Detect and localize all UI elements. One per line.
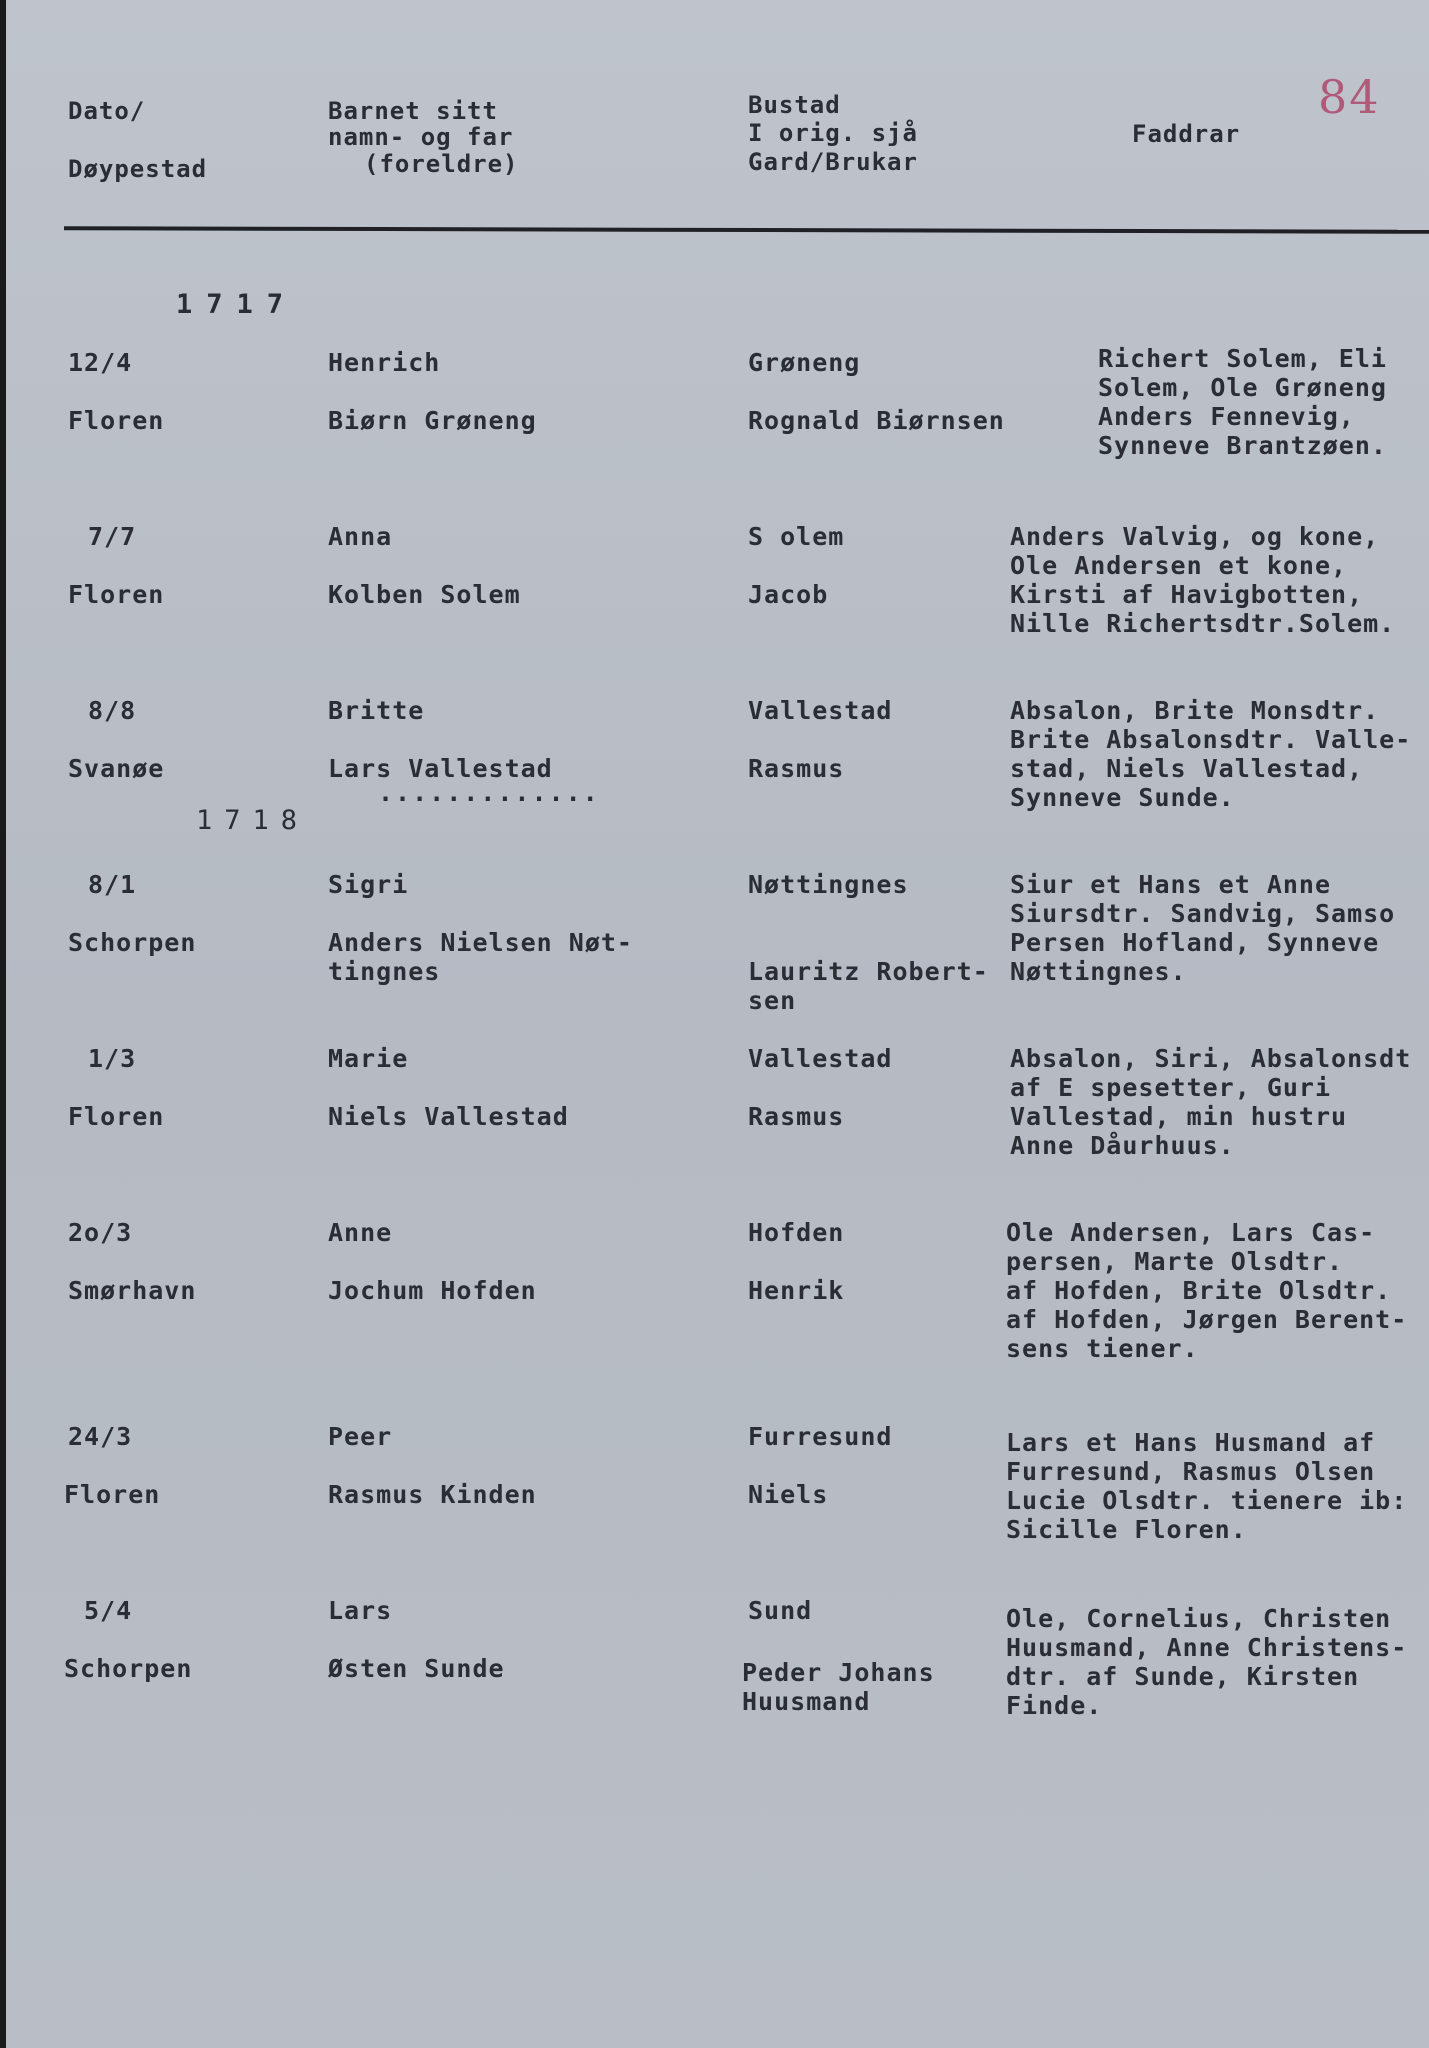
entry-holder: Peder Johans (742, 1658, 935, 1687)
entry-holder: Niels (748, 1480, 829, 1509)
entry-father: Jochum Hofden (328, 1276, 537, 1305)
header-residence: Bustad (748, 91, 841, 119)
entry-sponsor-line: Finde. (1006, 1691, 1103, 1720)
entry-holder: Rognald Biørnsen (748, 406, 1005, 435)
entry-sponsor-line: Synneve Brantzøen. (1098, 431, 1387, 460)
entry-place: Floren (68, 1102, 165, 1131)
entry-date: 7/7 (88, 522, 137, 551)
year-1718: 1718 (196, 805, 310, 836)
entry-sponsor-line: af Hofden, Brite Olsdtr. (1006, 1276, 1392, 1305)
entry-holder: Henrik (748, 1276, 845, 1305)
entry-sponsor-line: stad, Niels Vallestad, (1010, 754, 1364, 783)
entry-place: Smørhavn (68, 1276, 197, 1305)
entry-holder-cont: sen (748, 986, 797, 1015)
entry-date: 1/3 (88, 1044, 137, 1073)
entry-holder-cont: Huusmand (742, 1687, 871, 1716)
entry-sponsor-line: dtr. af Sunde, Kirsten (1006, 1662, 1360, 1691)
header-baptism-place: Døypestad (68, 155, 208, 183)
entry-father: Biørn Grøneng (328, 406, 537, 435)
entry-sponsor-line: af E spesetter, Guri (1010, 1073, 1332, 1102)
entry-sponsor-line: sens tiener. (1006, 1334, 1199, 1363)
entry-place: Floren (68, 580, 165, 609)
entry-sponsor-line: Huusmand, Anne Christens- (1006, 1633, 1408, 1662)
entry-father: Niels Vallestad (328, 1102, 569, 1131)
entry-farm: Vallestad (748, 1044, 893, 1073)
entry-holder: Rasmus (748, 754, 845, 783)
entry-farm: Furresund (748, 1422, 893, 1451)
entry-sponsor-line: Lars et Hans Husmand af (1006, 1428, 1376, 1457)
entry-holder: Lauritz Robert- (748, 957, 989, 986)
dotted-separator: ............. (378, 778, 600, 807)
entry-father: Rasmus Kinden (328, 1480, 537, 1509)
entry-sponsor-line: Ole, Cornelius, Christen (1006, 1604, 1392, 1633)
entry-farm: Hofden (748, 1218, 845, 1247)
entry-sponsor-line: Lucie Olsdtr. tienere ib: (1006, 1486, 1408, 1515)
header-father-name: namn- og far (328, 123, 514, 151)
entry-farm: Grøneng (748, 348, 861, 377)
entry-holder: Jacob (748, 580, 829, 609)
entry-sponsor-line: Absalon, Siri, Absalonsdt (1010, 1044, 1412, 1073)
entry-holder: Rasmus (748, 1102, 845, 1131)
entry-sponsor-line: Brite Absalonsdtr. Valle- (1010, 725, 1412, 754)
entry-father: Østen Sunde (328, 1654, 505, 1683)
entry-date: 8/1 (88, 870, 137, 899)
header-child-name: Barnet sitt (328, 97, 498, 125)
entry-child: Marie (328, 1044, 409, 1073)
entry-sponsor-line: Ole Andersen, Lars Cas- (1006, 1218, 1376, 1247)
entry-farm: Nøttingnes (748, 870, 909, 899)
entry-date: 5/4 (84, 1596, 133, 1625)
entry-father: Lars Vallestad (328, 754, 553, 783)
header-divider (64, 226, 1429, 234)
entry-sponsor-line: Siursdtr. Sandvig, Samso (1010, 899, 1396, 928)
entry-date: 8/8 (88, 696, 137, 725)
entry-sponsor-line: Anders Fennevig, (1098, 402, 1355, 431)
entry-place: Schorpen (68, 928, 197, 957)
entry-place: Svanøe (68, 754, 165, 783)
entry-sponsor-line: Nille Richertsdtr.Solem. (1010, 609, 1396, 638)
entry-sponsor-line: Siur et Hans et Anne (1010, 870, 1332, 899)
entry-sponsor-line: Persen Hofland, Synneve (1010, 928, 1380, 957)
entry-child: Peer (328, 1422, 393, 1451)
entry-sponsor-line: Anne Dåurhuus. (1010, 1131, 1235, 1160)
entry-child: Anna (328, 522, 393, 551)
entry-place: Floren (64, 1480, 161, 1509)
entry-sponsor-line: af Hofden, Jørgen Berent- (1006, 1305, 1408, 1334)
entry-sponsor-line: Sicille Floren. (1006, 1515, 1247, 1544)
entry-child: Sigri (328, 870, 409, 899)
entry-child: Anne (328, 1218, 393, 1247)
header-godparents: Faddrar (1132, 120, 1241, 148)
entry-sponsor-line: Ole Andersen et kone, (1010, 551, 1348, 580)
header-farm-holder: Gard/Brukar (748, 148, 918, 176)
entry-farm: Vallestad (748, 696, 893, 725)
entry-child: Henrich (328, 348, 441, 377)
document-page (6, 0, 1429, 2048)
entry-sponsor-line: Richert Solem, Eli (1098, 344, 1387, 373)
entry-date: 12/4 (68, 348, 133, 377)
year-1717: 1717 (176, 289, 298, 320)
entry-sponsor-line: Nøttingnes. (1010, 957, 1187, 986)
page-number: 84 (1318, 70, 1381, 124)
entry-place: Floren (68, 406, 165, 435)
entry-child: Lars (328, 1596, 393, 1625)
entry-place: Schorpen (64, 1654, 193, 1683)
entry-sponsor-line: Vallestad, min hustru (1010, 1102, 1348, 1131)
entry-date: 2o/3 (68, 1218, 133, 1247)
header-original-note: I orig. sjå (748, 119, 918, 147)
entry-farm: S olem (748, 522, 845, 551)
entry-sponsor-line: Kirsti af Havigbotten, (1010, 580, 1364, 609)
entry-farm: Sund (748, 1596, 813, 1625)
entry-sponsor-line: Anders Valvig, og kone, (1010, 522, 1380, 551)
entry-sponsor-line: Synneve Sunde. (1010, 783, 1235, 812)
entry-date: 24/3 (68, 1422, 133, 1451)
entry-sponsor-line: Solem, Ole Grøneng (1098, 373, 1387, 402)
entry-sponsor-line: Furresund, Rasmus Olsen (1006, 1457, 1376, 1486)
entry-sponsor-line: persen, Marte Olsdtr. (1006, 1247, 1344, 1276)
header-parents: (foreldre) (364, 150, 519, 178)
entry-father: Anders Nielsen Nøt- (328, 928, 633, 957)
entry-father-cont: tingnes (328, 957, 441, 986)
entry-sponsor-line: Absalon, Brite Monsdtr. (1010, 696, 1380, 725)
entry-father: Kolben Solem (328, 580, 521, 609)
header-date: Dato/ (68, 97, 146, 125)
entry-child: Britte (328, 696, 425, 725)
